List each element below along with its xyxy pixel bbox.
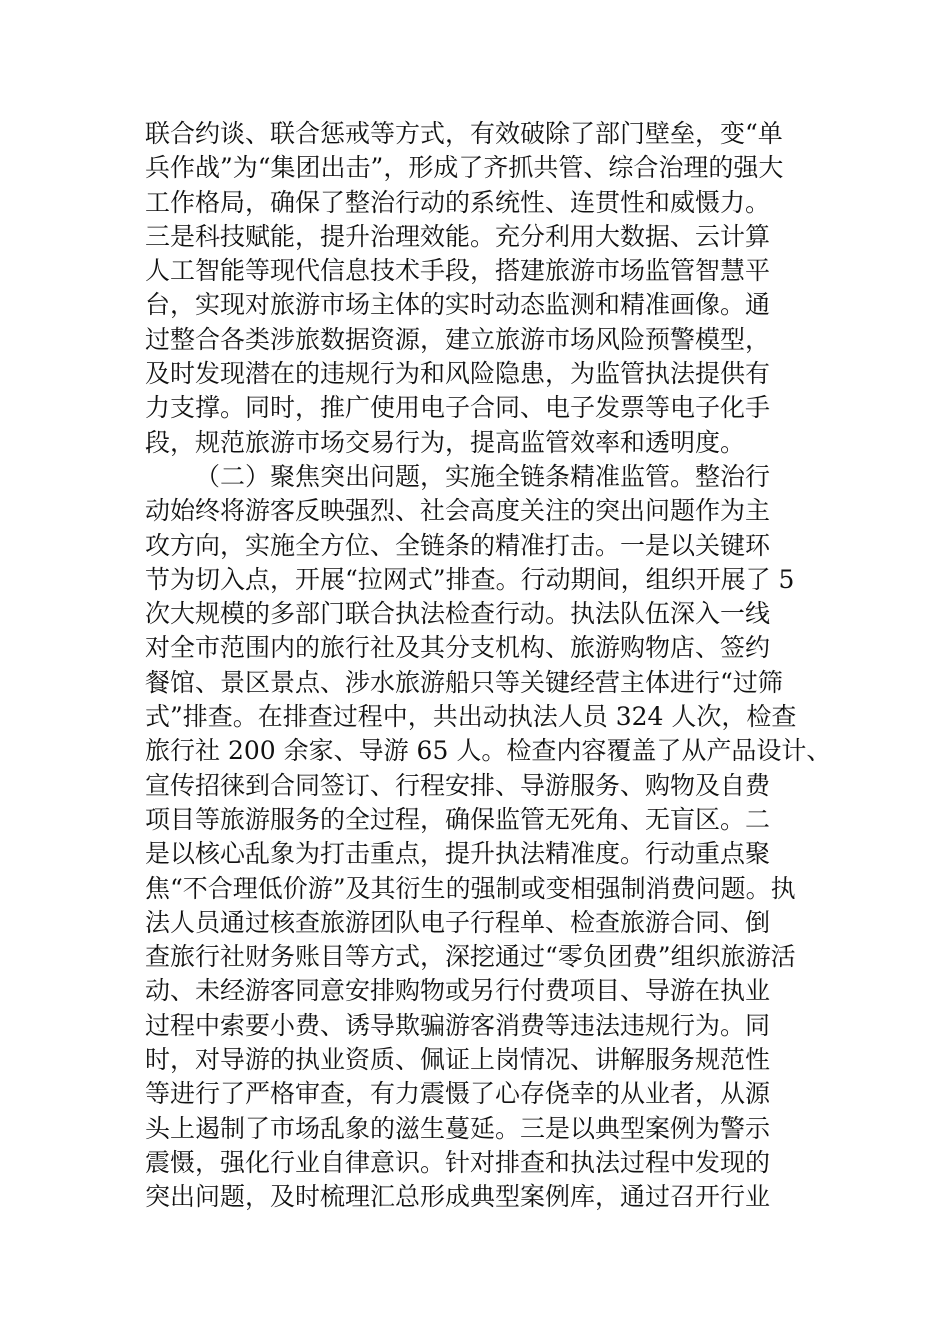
text-line: 段，规范旅游市场交易行为，提高监管效率和透明度。 [145, 427, 746, 457]
text-line: 台，实现对旅游市场主体的实时动态监测和精准画像。通 [145, 290, 771, 320]
text-line: 对全市范围内的旅行社及其分支机构、旅游购物店、签约 [145, 633, 771, 663]
text-line: 过整合各类涉旅数据资源，建立旅游市场风险预警模型， [145, 324, 771, 354]
body-text [145, 117, 835, 1215]
text-line: 次大规模的多部门联合执法检查行动。执法队伍深入一线 [145, 599, 771, 629]
text-line: 及时发现潜在的违规行为和风险隐患，为监管执法提供有 [145, 359, 771, 389]
text-line: 式”排查。在排查过程中，共出动执法人员 324 人次，检查 [145, 702, 797, 732]
text-line: 焦“不合理低价游”及其衍生的强制或变相强制消费问题。执 [145, 873, 796, 903]
text-line: 项目等旅游服务的全过程，确保监管无死角、无盲区。二 [145, 804, 771, 834]
text-line: 节为切入点，开展“拉网式”排查。行动期间，组织开展了 5 [145, 564, 795, 594]
text-line: 时，对导游的执业资质、佩证上岗情况、讲解服务规范性 [145, 1045, 771, 1075]
text-line: 力支撑。同时，推广使用电子合同、电子发票等电子化手 [145, 393, 771, 423]
text-line: 联合约谈、联合惩戒等方式，有效破除了部门壁垒，变“单 [145, 119, 783, 148]
text-line: 攻方向，实施全方位、全链条的精准打击。一是以关键环 [145, 530, 771, 560]
text-line: 过程中索要小费、诱导欺骗游客消费等违法违规行为。同 [145, 1010, 771, 1040]
text-line: 人工智能等现代信息技术手段，搭建旅游市场监管智慧平 [145, 256, 771, 286]
text-line: 餐馆、景区景点、涉水旅游船只等关键经营主体进行“过筛 [145, 667, 783, 697]
text-line: 突出问题，及时梳理汇总形成典型案例库，通过召开行业 [145, 1182, 771, 1212]
text-line: 是以核心乱象为打击重点，提升执法精准度。行动重点聚 [145, 839, 771, 869]
text-line: 法人员通过核查旅游团队电子行程单、检查旅游合同、倒 [145, 907, 771, 937]
text-line: 旅行社 200 余家、导游 65 人。检查内容覆盖了从产品设计、 [145, 736, 832, 766]
text-line: 三是科技赋能，提升治理效能。充分利用大数据、云计算 [145, 221, 771, 251]
text-line: 等进行了严格审查，有力震慑了心存侥幸的从业者，从源 [145, 1079, 771, 1109]
text-line: 动始终将游客反映强烈、社会高度关注的突出问题作为主 [145, 496, 771, 526]
text-line: 工作格局，确保了整治行动的系统性、连贯性和威慑力。 [145, 187, 771, 217]
section-heading-line: （二）聚焦突出问题，实施全链条精准监管。整治行 [195, 461, 771, 491]
text-line: 宣传招徕到合同签订、行程安排、导游服务、购物及自费 [145, 770, 771, 800]
text-line: 查旅行社财务账目等方式，深挖通过“零负团费”组织旅游活 [145, 942, 796, 972]
text-line: 头上遏制了市场乱象的滋生蔓延。三是以典型案例为警示 [145, 1113, 771, 1143]
text-line: 兵作战”为“集团出击”，形成了齐抓共管、综合治理的强大 [145, 153, 784, 183]
text-line: 震慑，强化行业自律意识。针对排查和执法过程中发现的 [145, 1147, 771, 1177]
text-line: 动、未经游客同意安排购物或另行付费项目、导游在执业 [145, 976, 771, 1006]
